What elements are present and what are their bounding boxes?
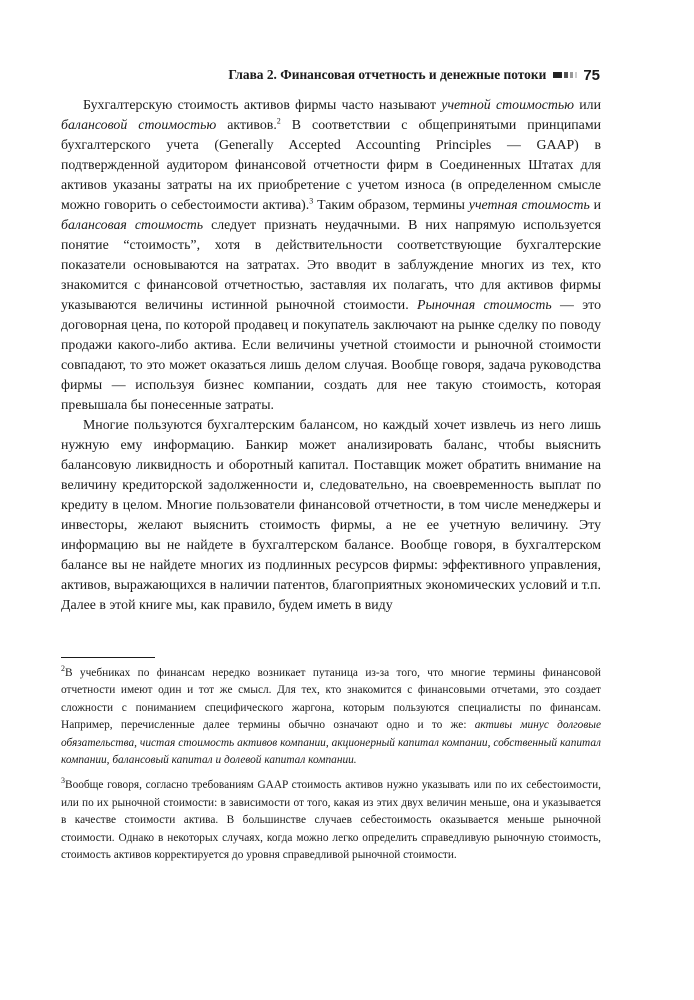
- text-run: Бухгалтерскую стоимость активов фирмы часто называют: [83, 97, 442, 112]
- paragraph-1: [61, 95, 601, 415]
- text-run: и: [589, 197, 601, 212]
- main-text: [61, 95, 601, 615]
- footnote-ref-2[interactable]: 2: [276, 116, 281, 126]
- text-run: или: [573, 97, 601, 112]
- term-book-value: учетная стоимость: [468, 197, 590, 212]
- text-run: В соответствии с общепринятыми принципами бухгалтерского учета (Generally Accepted Accounting Principles — GAAP) в подтвержденной аудитором финансовой отчетности фирм в Соединенных Штатах для активов указаны затраты на их приобретение с учетом износа (в определенном смысле можно говорить о себестоимости актива).: [61, 117, 601, 212]
- term-market-value: Рыночная стоимость: [417, 297, 552, 312]
- running-header: [226, 64, 600, 86]
- header-ornament-icon: [553, 72, 577, 78]
- footnote-divider: [61, 657, 155, 658]
- footnote-number: 3: [61, 776, 65, 786]
- paragraph-2: Многие пользуются бухгалтерским балансом, но каждый хочет извлечь из него лишь нужную ему информацию. Банкир может анализировать баланс, чтобы выяснить балансовую ликвидность и оборотный капитал. Поставщик может обратить внимание на величину кредиторской задолженности и, следовательно, на своевременность выплат по кредиту в целом. Многие пользователи финансовой отчетности, в том числе менеджеры и инвесторы, желают выяснить стоимость фирмы, а не ее учетную величину. Эту информацию вы не найдете в бухгалтерском балансе. Вообще говоря, в бухгалтерском балансе вы не найдете многих из подлинных ресурсов фирмы: эффективного управления, активов, выражающихся в наличии патентов, благоприятных экономических условий и т.п. Далее в этой книге мы, как правило, будем иметь в виду: [61, 417, 601, 612]
- footnote-ref-3[interactable]: 3: [309, 196, 314, 206]
- chapter-title: Глава 2. Финансовая отчетность и денежные потоки: [228, 67, 547, 82]
- page-number: 75: [583, 66, 600, 84]
- text-run: Таким образом, термины: [313, 197, 469, 212]
- text-run: активов.: [216, 117, 277, 132]
- footnote-3: [61, 777, 601, 864]
- footnote-text: В учебниках по финансам нередко возникает путаница из-за того, что многие термины финансовой отчетности имеют один и тот же смысл. Для тех, кто знакомится с финансовыми отчетами, это создает сложности с пониманием специфического жаргона, которым пользуются специалисты по финансам. Например, перечисленные далее термины обычно означают одно и то же:: [61, 667, 601, 732]
- footnote-terms: активы минус долговые обязательства, чистая стоимость активов компании, акционерный капитал компании, собственный капитал компании, балансовый капитал и долевой капитал компании.: [61, 719, 601, 767]
- footnote-2: [61, 665, 601, 769]
- footnotes: [61, 665, 601, 864]
- text-run: следует признать неудачными. В них напрямую используется понятие “стоимость”, хотя в действительности соответствующие бухгалтерские показатели основываются на затратах. Это вводит в заблуждение многих из тех, кто знакомится с финансовой отчетностью, заставляя их полагать, что для активов фирмы указываются величины истинной рыночной стоимости.: [61, 217, 601, 312]
- text-run: — это договорная цена, по которой продавец и покупатель заключают на рынке сделку по поводу продажи какого-либо актива. Если величины учетной стоимости и рыночной стоимости совпадают, то это может оказаться лишь делом случая. Вообще говоря, задача руководства фирмы — используя бизнес компании, создать для нее такую стоимость, которая превышала бы понесенные затраты.: [61, 297, 601, 412]
- footnote-number: 2: [61, 664, 65, 674]
- term-book-value: учетной стоимостью: [441, 97, 574, 112]
- term-balance-value: балансовой стоимостью: [61, 117, 217, 132]
- term-balance-value: балансовая стоимость: [61, 217, 204, 232]
- footnote-text: Вообще говоря, согласно требованиям GAAP стоимость активов нужно указывать или по их себестоимости, или по их рыночной стоимости: в зависимости от того, какая из этих двух величин меньше, она и указывается в качестве стоимости актива. В большинстве случаев себестоимость оказывается меньше рыночной стоимости. Однако в некоторых случаях, когда можно легко определить справедливую рыночную стоимость, стоимость активов корректируется до уровня справедливой рыночной стоимости.: [61, 779, 601, 862]
